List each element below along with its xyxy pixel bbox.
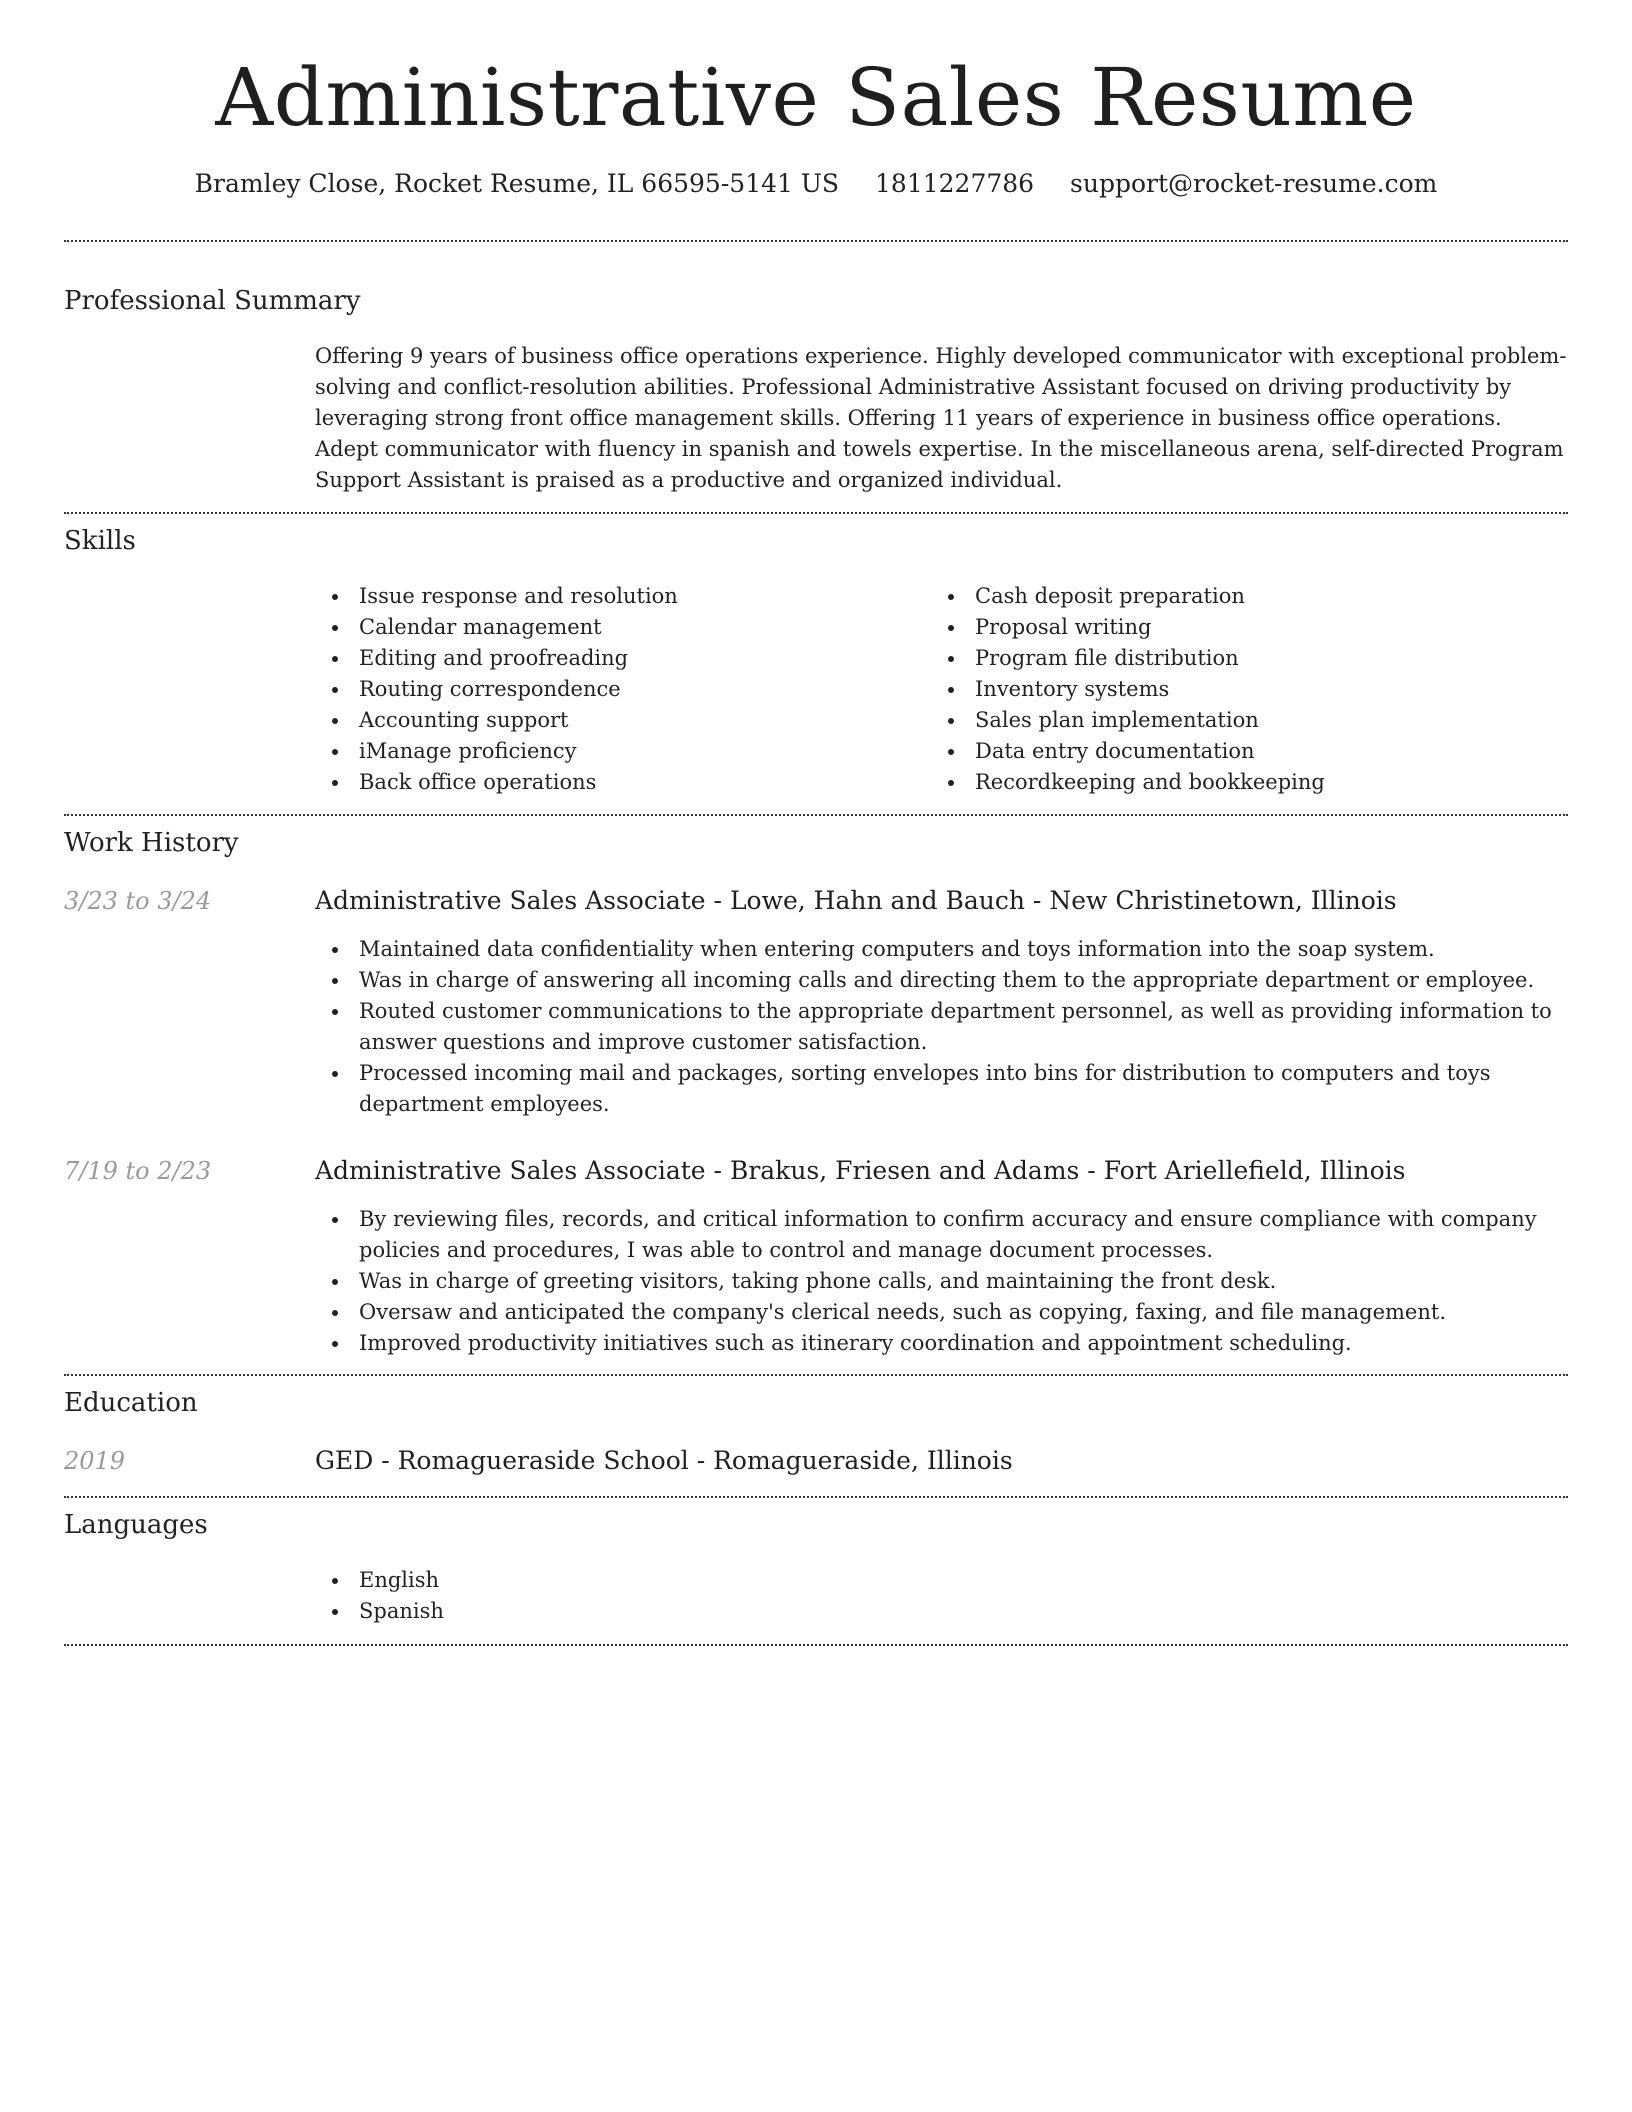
- list-item: Was in charge of greeting visitors, taking phone calls, and maintaining the front desk.: [315, 1266, 1569, 1297]
- summary-text: Offering 9 years of business office operations experience. Highly developed communicator with exceptional problem-solving and conflict-resolution abilities. Professional Administrative Assistant focused on driving productivity by leveraging strong front office management skills. Offering 11 years of experience in business office operations. Adept communicator with fluency in spanish and towels expertise. In the miscellaneous arena, self-directed Program Support Assistant is praised as a productive and organized individual.: [315, 344, 1567, 492]
- list-item: Back office operations: [315, 767, 931, 798]
- section-title-work: Work History: [64, 828, 239, 858]
- list-item: Program file distribution: [931, 643, 1547, 674]
- list-item: Spanish: [315, 1596, 1569, 1627]
- list-item: iManage proficiency: [315, 736, 931, 767]
- job-dates: 7/19 to 2/23: [64, 1157, 212, 1185]
- list-item: Recordkeeping and bookkeeping: [931, 767, 1547, 798]
- list-item: Editing and proofreading: [315, 643, 931, 674]
- job-title: Administrative Sales Associate - Lowe, Hahn and Bauch - New Christinetown, Illinois: [315, 886, 1397, 915]
- divider: [64, 1374, 1568, 1376]
- list-item: English: [315, 1565, 1569, 1596]
- divider: [64, 814, 1568, 816]
- list-item: Routed customer communications to the appropriate department personnel, as well as providing information to answer questions and improve customer satisfaction.: [315, 996, 1569, 1058]
- languages-list: [315, 1565, 1569, 1627]
- job-bullets: [315, 1204, 1569, 1359]
- section-title-summary: Professional Summary: [64, 286, 361, 316]
- phone: 1811227786: [875, 169, 1035, 198]
- list-item: Cash deposit preparation: [931, 581, 1547, 612]
- resume-title: Administrative Sales Resume: [215, 51, 1417, 144]
- skills-list: [315, 581, 1569, 798]
- list-item: Issue response and resolution: [315, 581, 931, 612]
- education-entry: GED - Romagueraside School - Romagueraside, Illinois: [315, 1446, 1013, 1475]
- section-title-languages: Languages: [64, 1510, 208, 1540]
- email: support@rocket-resume.com: [1070, 169, 1438, 198]
- divider: [64, 1496, 1568, 1498]
- list-item: Proposal writing: [931, 612, 1547, 643]
- section-title-education: Education: [64, 1388, 198, 1418]
- list-item: Calendar management: [315, 612, 931, 643]
- job-bullets: [315, 934, 1569, 1120]
- address: Bramley Close, Rocket Resume, IL 66595-5141 US: [194, 169, 840, 198]
- job-dates: 3/23 to 3/24: [64, 887, 212, 915]
- list-item: Data entry documentation: [931, 736, 1547, 767]
- divider: [64, 1644, 1568, 1646]
- contact-line: [0, 168, 1632, 200]
- list-item: By reviewing files, records, and critical information to confirm accuracy and ensure compliance with company policies and procedures, I was able to control and manage document processes.: [315, 1204, 1569, 1266]
- skills-column-left: [315, 581, 931, 798]
- list-item: Accounting support: [315, 705, 931, 736]
- divider: [64, 512, 1568, 514]
- divider: [64, 240, 1568, 242]
- list-item: Inventory systems: [931, 674, 1547, 705]
- summary-text-block: [315, 341, 1569, 496]
- list-item: Oversaw and anticipated the company's clerical needs, such as copying, faxing, and file management.: [315, 1297, 1569, 1328]
- list-item: Was in charge of answering all incoming calls and directing them to the appropriate department or employee.: [315, 965, 1569, 996]
- list-item: Sales plan implementation: [931, 705, 1547, 736]
- section-title-skills: Skills: [64, 526, 136, 556]
- list-item: Maintained data confidentiality when entering computers and toys information into the soap system.: [315, 934, 1569, 965]
- education-year: 2019: [64, 1447, 126, 1475]
- job-title: Administrative Sales Associate - Brakus, Friesen and Adams - Fort Ariellefield, Illinois: [315, 1156, 1406, 1185]
- list-item: Routing correspondence: [315, 674, 931, 705]
- list-item: Processed incoming mail and packages, sorting envelopes into bins for distribution to computers and toys department employees.: [315, 1058, 1569, 1120]
- skills-column-right: [931, 581, 1547, 798]
- list-item: Improved productivity initiatives such as itinerary coordination and appointment scheduling.: [315, 1328, 1569, 1359]
